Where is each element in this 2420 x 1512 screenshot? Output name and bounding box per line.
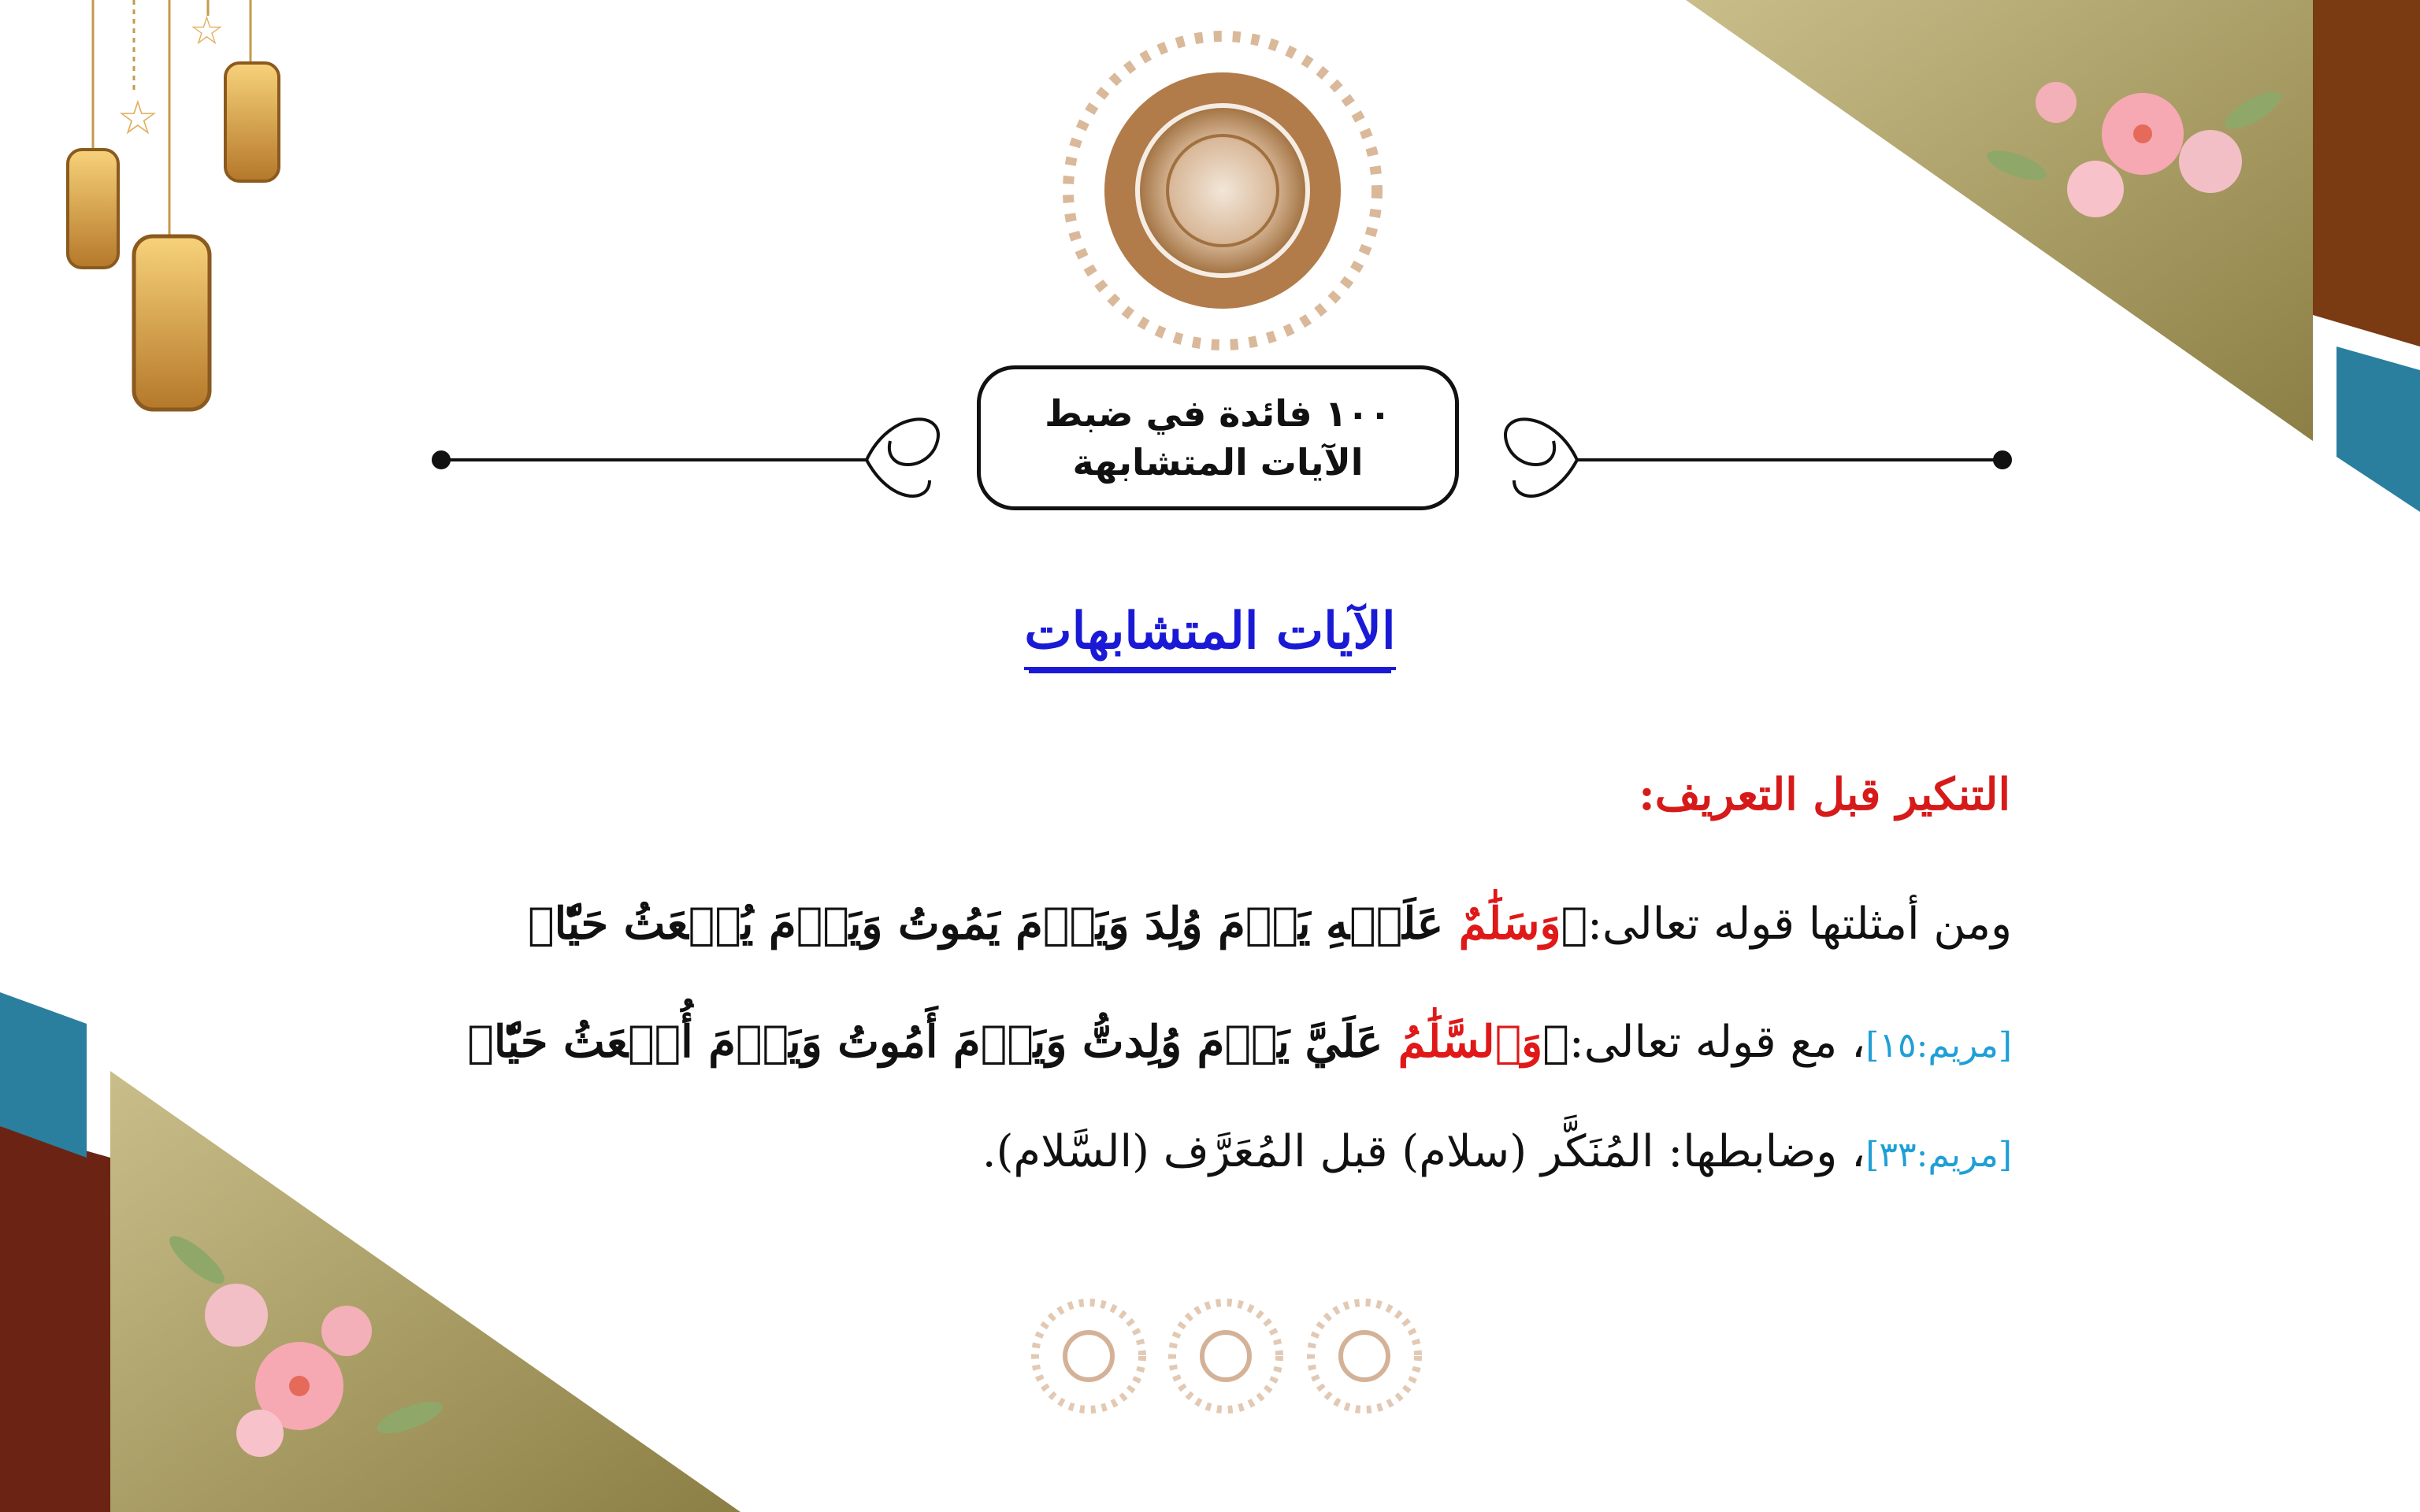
rule-text: ، وضابطها: المُنَكَّر (سلام) قبل المُعَرَّف (السَّلام). [982, 1126, 1866, 1177]
paragraph-line-3 [436, 1126, 2012, 1177]
swirl-ornament-left [433, 419, 938, 496]
page-heading [0, 602, 2420, 670]
title-badge [977, 365, 1459, 510]
mandala-ornaments [1035, 1303, 1418, 1410]
paragraph-line-1 [436, 898, 2012, 950]
ayah-2 [467, 1016, 1569, 1068]
verse-reference-2: [مريم:٣٣] [1865, 1135, 2012, 1175]
ayah-close-2: ﴾ [467, 1016, 494, 1068]
title-badge-line1: ١٠٠ فائدة في ضبط [1045, 392, 1391, 435]
quran-seal-logo [1068, 36, 1377, 345]
swirl-ornament-right [1505, 419, 2010, 496]
ayah-text-2: عَلَيَّ يَوۡمَ وُلِدتُّ وَيَوۡمَ أَمُوتُ وَيَوۡمَ أُبۡعَثُ حَيّٗا [493, 1016, 1398, 1068]
svg-text:☆: ☆ [117, 91, 159, 146]
section-subheading: التنكير قبل التعريف: [1639, 769, 2010, 821]
verse-reference-1: [مريم:١٥] [1865, 1025, 2012, 1065]
ayah-highlight-2: وَٱلسَّلَٰمُ [1397, 1016, 1543, 1068]
ayah-1 [528, 898, 1587, 950]
ayah-open-1: ﴿ [1561, 898, 1588, 950]
bottom-left-corner [0, 992, 740, 1512]
ayah-open-2: ﴿ [1542, 1016, 1569, 1068]
top-right-corner [1686, 0, 2420, 512]
ayah-text-1: عَلَيۡهِ يَوۡمَ وُلِدَ وَيَوۡمَ يَمُوتُ وَيَوۡمَ يُبۡعَثُ حَيّٗا [554, 898, 1459, 950]
page-heading-text: الآيات المتشابهات [1024, 602, 1395, 670]
title-badge-line2: الآيات المتشابهة [1072, 441, 1364, 484]
svg-text:☆: ☆ [189, 8, 225, 54]
intro-text-1: ومن أمثلتها قوله تعالى: [1587, 899, 2012, 950]
ayah-highlight-1: وَسَلَٰمٌ [1458, 898, 1561, 950]
paragraph-line-2 [436, 1016, 2012, 1068]
ayah-close-1: ﴾ [527, 898, 555, 950]
hanging-lanterns [68, 0, 279, 410]
intro-text-2: ، مع قوله تعالى: [1568, 1017, 1866, 1068]
